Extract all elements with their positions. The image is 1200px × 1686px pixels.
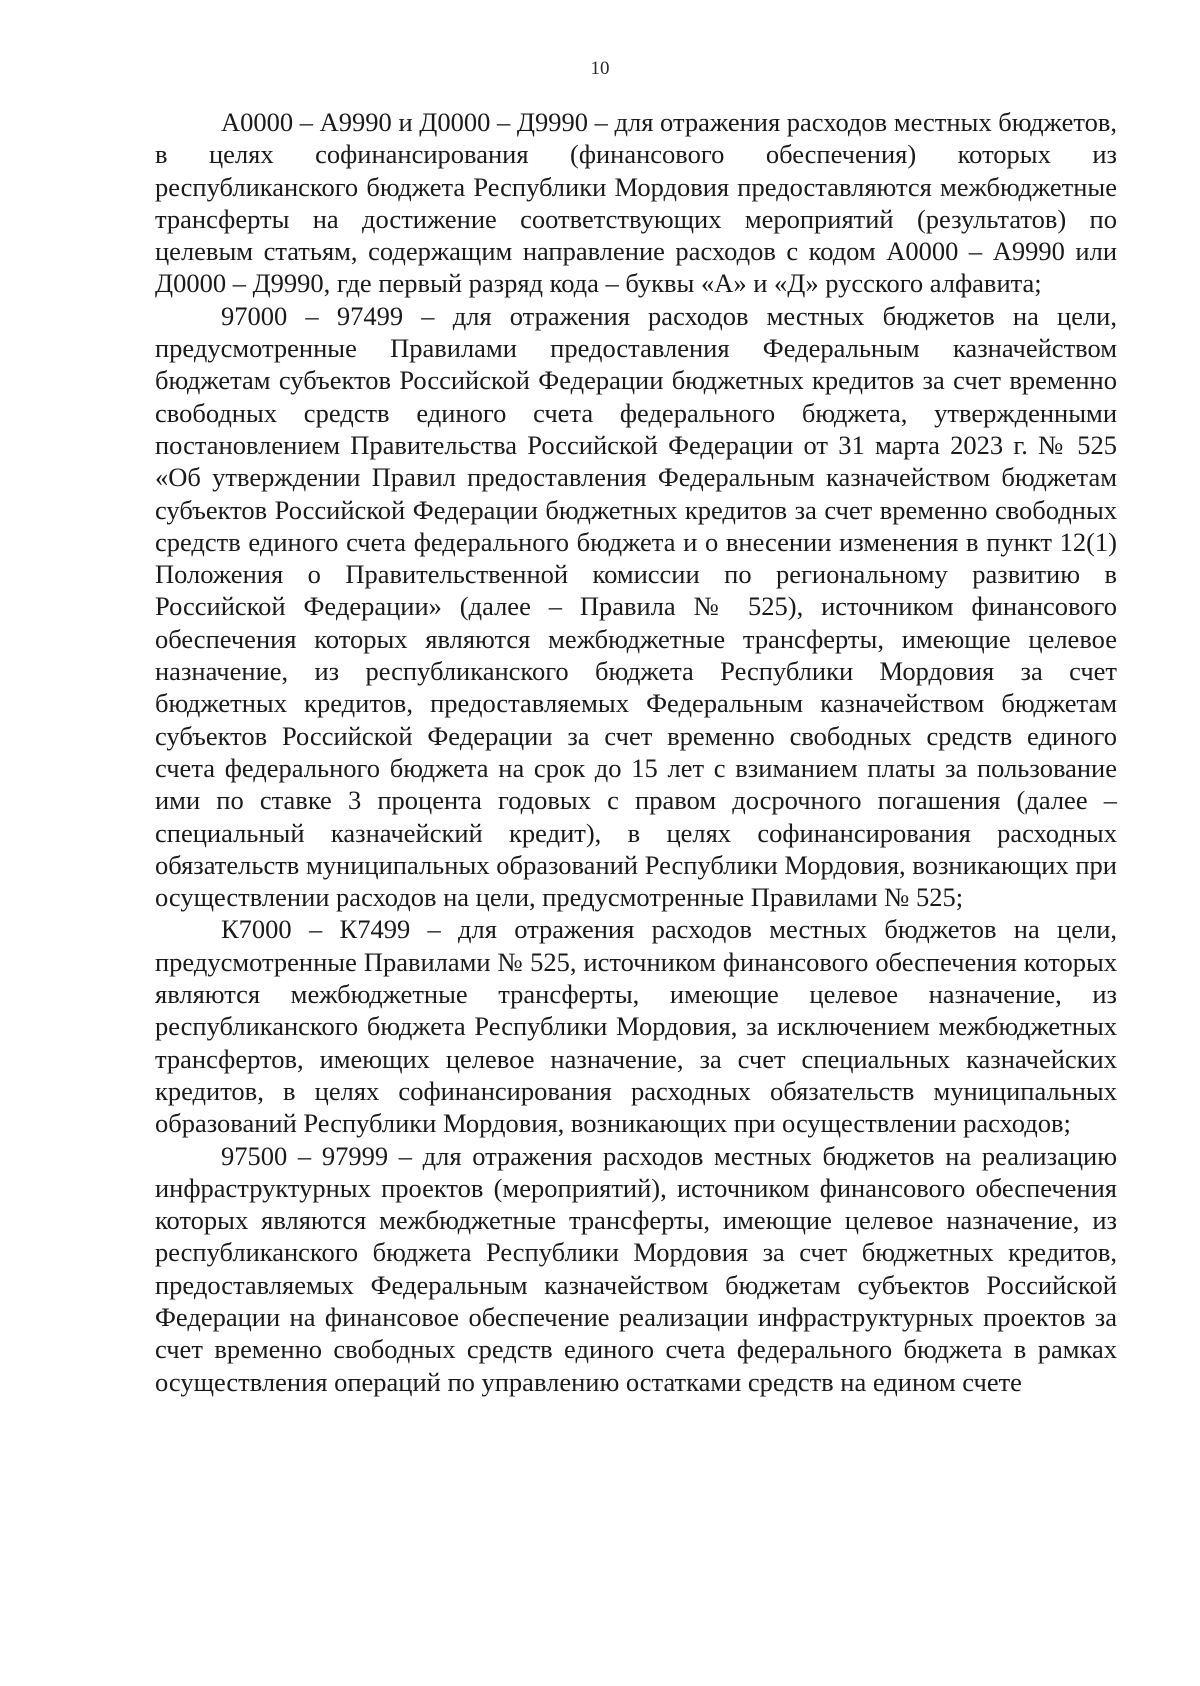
document-body (155, 106, 1117, 1398)
paragraph-codes-97500: 97500 – 97999 – для отражения расходов местных бюджетов на реализацию инфраструктурных проектов (мероприятий), источником финансового обеспечения которых являются межбюджетные трансферты, имеющие целевое назначение, из республиканского бюджета Республики Мордовия за счет бюджетных кредитов, предоставляемых Федеральным казначейством бюджетам субъектов Российской Федерации на финансовое обеспечение реализации инфраструктурных проектов за счет временно свободных средств единого счета федерального бюджета в рамках осуществления операций по управлению остатками средств на едином счете (155, 1140, 1117, 1397)
paragraph-codes-a-d: А0000 – А9990 и Д0000 – Д9990 – для отражения расходов местных бюджетов, в целях софинансирования (финансового обеспечения) которых из республиканского бюджета Республики Мордовия предоставляются межбюджетные трансферты на достижение соответствующих мероприятий (результатов) по целевым статьям, содержащим направление расходов с кодом А0000 – А9990 или Д0000 – Д9990, где первый разряд кода – буквы «А» и «Д» русского алфавита; (155, 107, 1117, 299)
page-number: 10 (590, 58, 610, 79)
paragraph-codes-97000: 97000 – 97499 – для отражения расходов местных бюджетов на цели, предусмотренные Правилами предоставления Федеральным казначейством бюджетам субъектов Российской Федерации бюджетных кредитов за счет временно свободных средств единого счета федерального бюджета, утвержденными постановлением Правительства Российской Федерации от 31 марта 2023 г. № 525 «Об утверждении Правил предоставления Федеральным казначейством бюджетам субъектов Российской Федерации бюджетных кредитов за счет временно свободных средств единого счета федерального бюджета и о внесении изменения в пункт 12(1) Положения о Правительственной комиссии по региональному развитию в Российской Федерации» (далее – Правила № 525), источником финансового обеспечения которых являются межбюджетные трансферты, имеющие целевое назначение, из республиканского бюджета Республики Мордовия за счет бюджетных кредитов, предоставляемых Федеральным казначейством бюджетам субъектов Российской Федерации за счет временно свободных средств единого счета федерального бюджета на срок до 15 лет с взиманием платы за пользование ими по ставке 3 процента годовых с правом досрочного погашения (далее – специальный казначейский кредит), в целях софинансирования расходных обязательств муниципальных образований Республики Мордовия, возникающих при осуществлении расходов на цели, предусмотренные Правилами № 525; (155, 300, 1117, 913)
paragraph-codes-k7000: К7000 – К7499 – для отражения расходов местных бюджетов на цели, предусмотренные Правилами № 525, источником финансового обеспечения которых являются межбюджетные трансферты, имеющие целевое назначение, из республиканского бюджета Республики Мордовия, за исключением межбюджетных трансфертов, имеющих целевое назначение, за счет специальных казначейских кредитов, в целях софинансирования расходных обязательств муниципальных образований Республики Мордовия, возникающих при осуществлении расходов; (155, 914, 1117, 1139)
